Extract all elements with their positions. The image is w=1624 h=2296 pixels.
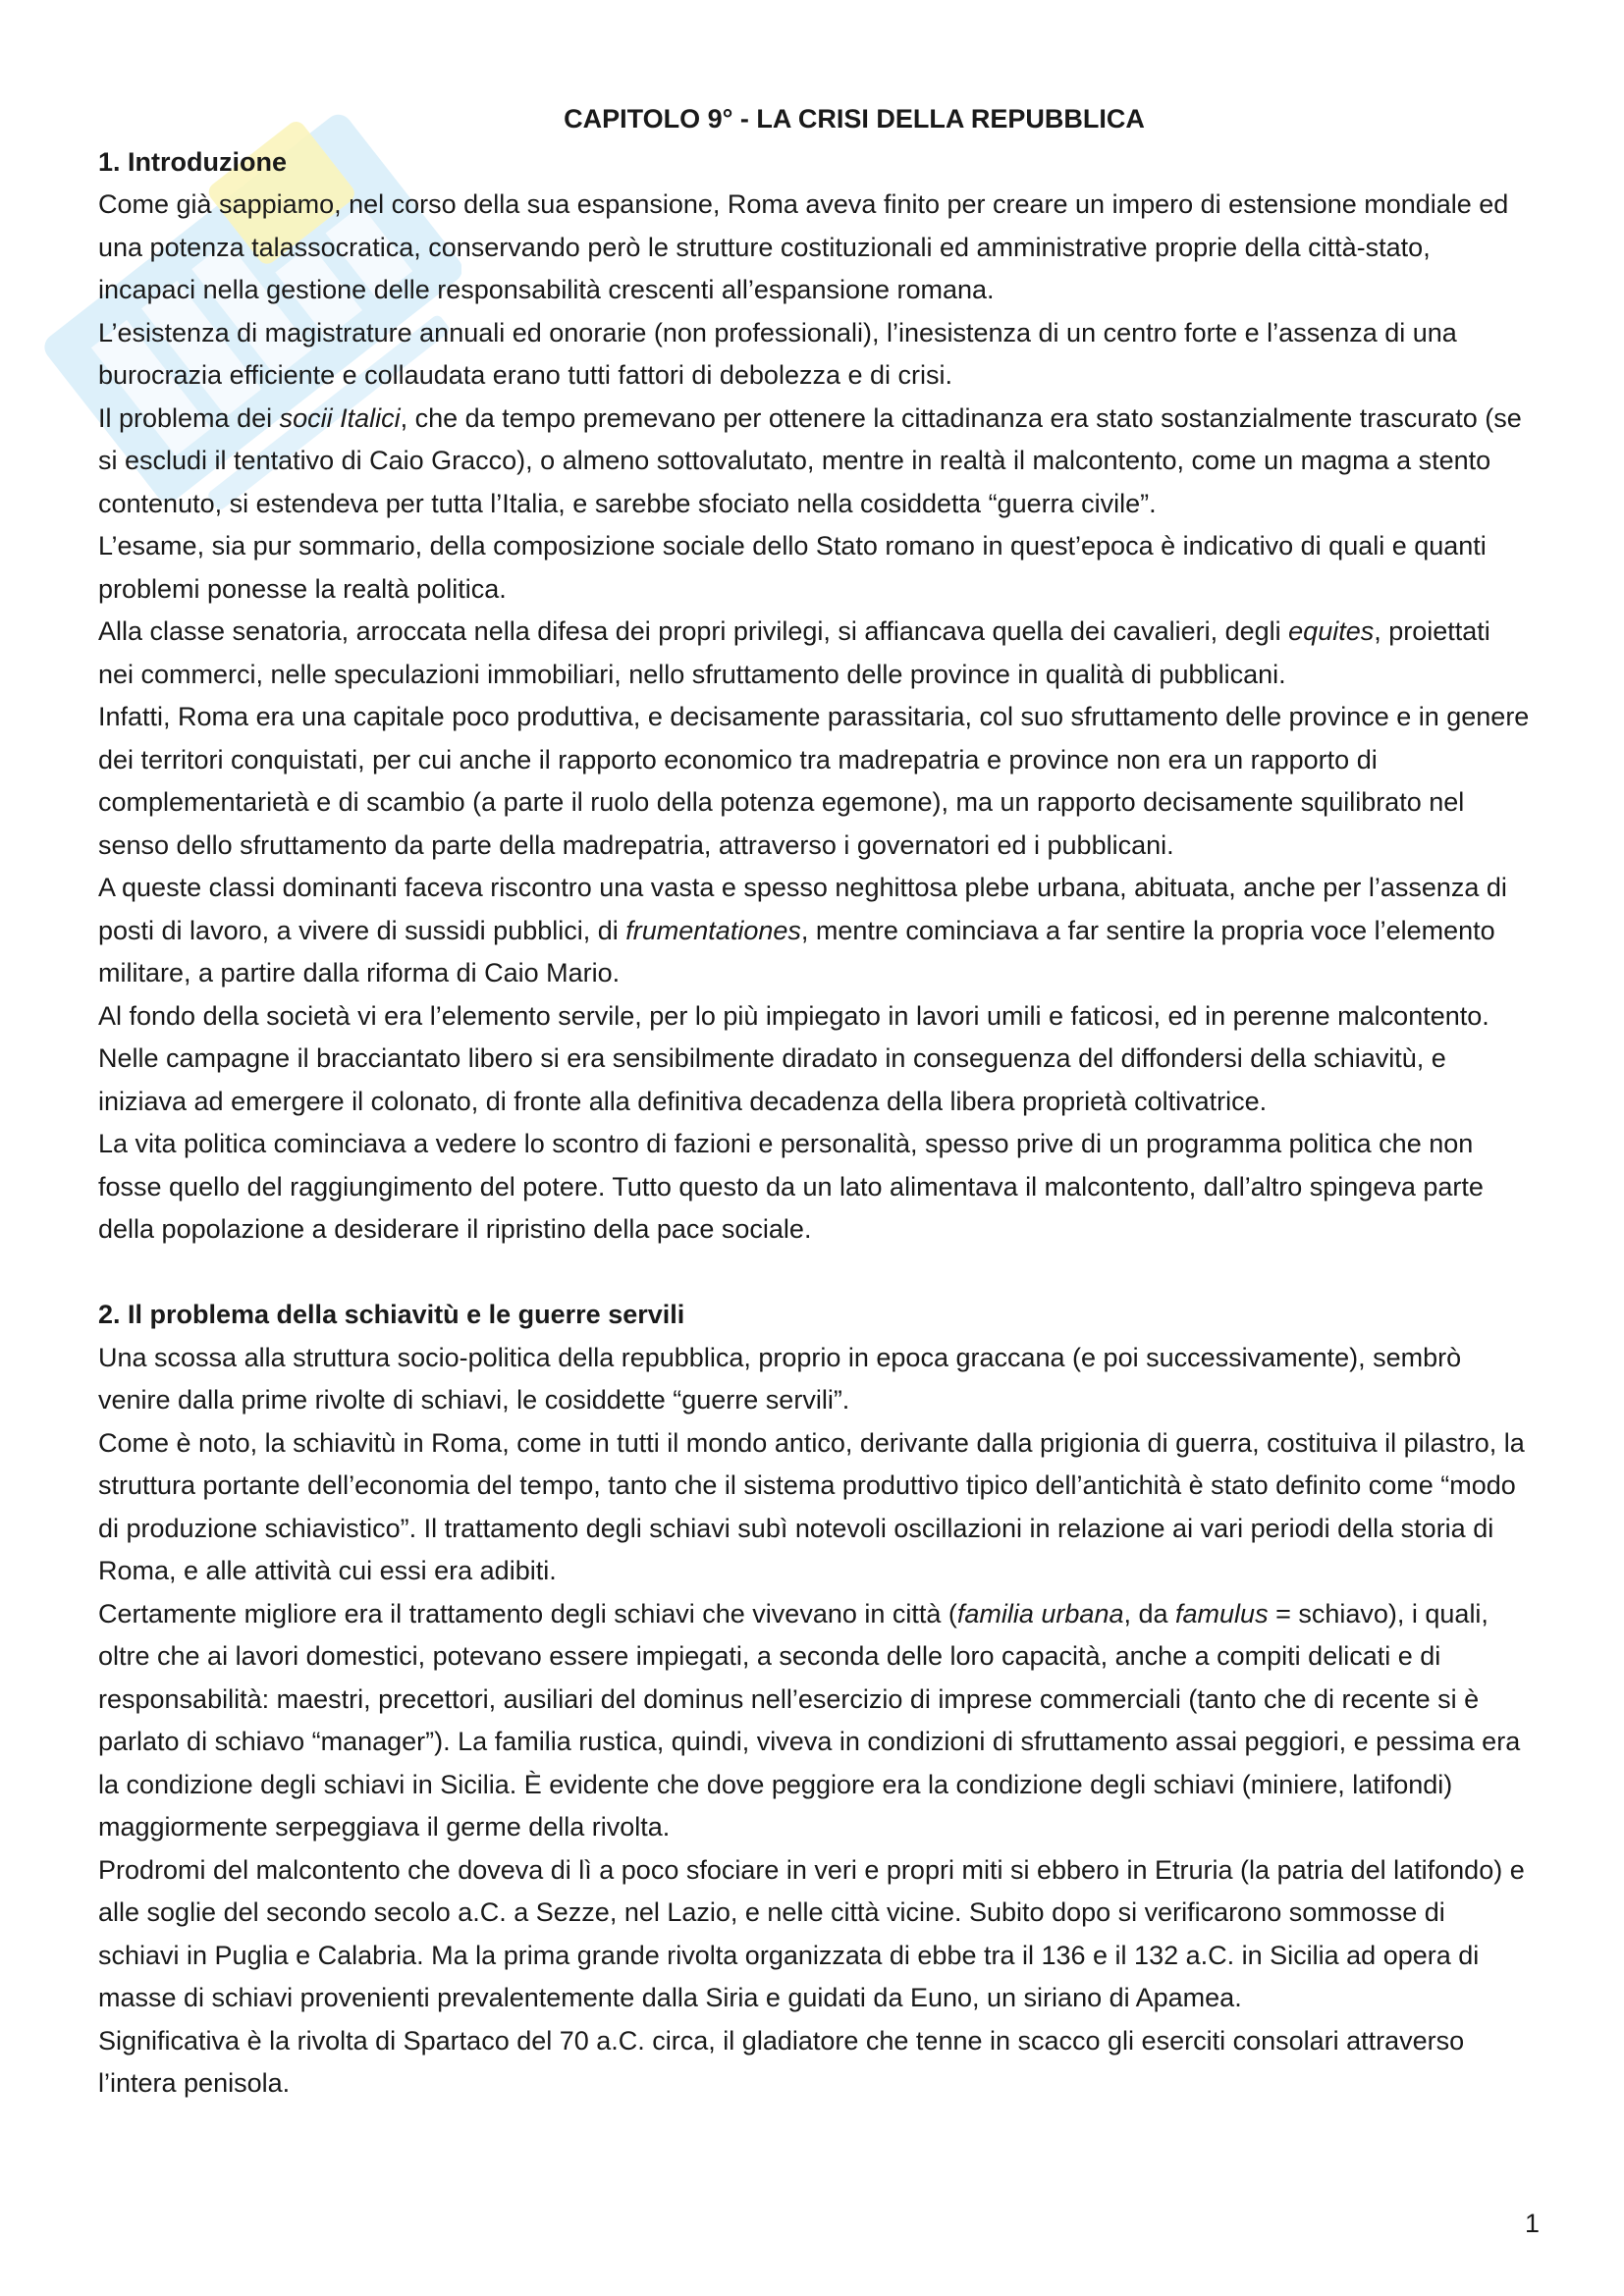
italic-term: familia urbana [956,1598,1124,1629]
paragraph: Al fondo della società vi era l’elemento servile, per lo più impiegato in lavori umili e faticosi, ed in perenne malcontento. Nelle campagne il bracciantato libero si era sensibilmente diradato in conseguenza del diffondersi della schiavitù, e iniziava ad emergere il colonato, di fronte alla definitiva decadenza della libera proprietà coltivatrice. [98,1000,1489,1116]
paragraph [98,611,1532,696]
paragraph: Infatti, Roma era una capitale poco produttiva, e decisamente parassitaria, col suo sfruttamento delle province e in genere dei territori conquistati, per cui anche il rapporto economico tra madrepatria e province non era un rapporto di complementarietà e di scambio (a parte il ruolo della potenza egemone), ma un rapporto decisamente squilibrato nel senso dello sfruttamento da parte della madrepatria, attraverso i governatori ed i pubblicani. [98,702,1530,860]
page-number: 1 [1524,2209,1540,2238]
paragraph-text: , da [1123,1598,1176,1629]
paragraph [98,1593,1532,1849]
paragraph [98,398,1532,526]
italic-term: socii Italici [279,402,401,433]
italic-term: frumentationes [625,915,801,945]
paragraph-text: A queste classi dominanti faceva riscontro una vasta e spesso neghittosa plebe urbana, abituata, anche per l’assenza di posti di lavoro, a vivere di sussidi pubblici, di [98,873,1507,945]
paragraph: L’esistenza di magistrature annuali ed onorarie (non professionali), l’inesistenza di un centro forte e l’assenza di una burocrazia efficiente e collaudata erano tutti fattori di debolezza e di crisi. [98,317,1457,390]
section-spacer [98,1252,1532,1295]
section-heading-guerre-servili: 2. Il problema della schiavitù e le guerre servili [98,1300,685,1329]
paragraph: Significativa è la rivolta di Spartaco del 70 a.C. circa, il gladiatore che tenne in scacco gli eserciti consolari attraverso l’intera penisola. [98,2025,1465,2098]
paragraph: Come è noto, la schiavitù in Roma, come in tutti il mondo antico, derivante dalla prigionia di guerra, costituiva il pilastro, la struttura portante dell’economia del tempo, tanto che il sistema produttivo tipico dell’antichità è stato definito come “modo di produzione schiavistico”. Il trattamento degli schiavi subì notevoli oscillazioni in relazione ai vari periodi della storia di Roma, e alle attività cui essi era adibiti. [98,1427,1525,1585]
paragraph: Come già sappiamo, nel corso della sua espansione, Roma aveva finito per creare un impero di estensione mondiale ed una potenza talassocratica, conservando però le strutture costituzionali ed amministrative proprie della città-stato, incapaci nella gestione delle responsabilità crescenti all’espansione romana. [98,189,1509,304]
section-heading-introduzione: 1. Introduzione [98,146,287,177]
paragraph-text: = schiavo), i quali, oltre che ai lavori domestici, potevano essere impiegati, a seconda delle loro capacità, anche a compiti delicati e di responsabilità: maestri, precettori, ausiliari del dominus nell’esercizio di imprese commerciali (tanto che di recente si è parlato di schiavo “manager”). La familia rustica, quindi, viveva in condizioni di sfruttamento assai peggiori, e pessima era la condizione degli schiavi in Sicilia. È evidente che dove peggiore era la condizione degli schiavi (miniere, latifondi) maggiormente serpeggiava il germe della rivolta. [98,1598,1521,1842]
paragraph [98,867,1532,995]
paragraph-text: Certamente migliore era il trattamento degli schiavi che vivevano in città ( [98,1598,957,1629]
italic-term: equites [1288,616,1375,646]
paragraph: Prodromi del malcontento che doveva di lì a poco sfociare in veri e propri miti si ebbero in Etruria (la patria del latifondo) e alle soglie del secondo secolo a.C. a Sezze, nel Lazio, e nelle città vicine. Subito dopo si verificarono sommosse di schiavi in Puglia e Calabria. Ma la prima grande rivolta organizzata di ebbe tra il 136 e il 132 a.C. in Sicilia ad opera di masse di schiavi provenienti prevalentemente dalla Siria e guidati da Euno, un siriano di Apamea. [98,1854,1525,2012]
paragraph-text: , mentre cominciava a far sentire la propria voce l’elemento militare, a partire dalla riforma di Caio Mario. [98,915,1495,988]
paragraph-text: , che da tempo premevano per ottenere la cittadinanza era stato sostanzialmente trascurato (se si escludi il tentativo di Caio Gracco), o almeno sottovalutato, mentre in realtà il malcontento, come un magma a stento contenuto, si estendeva per tutta l’Italia, e sarebbe sfociato nella cosiddetta “guerra civile”. [98,402,1522,518]
italic-term: famulus [1175,1598,1269,1629]
paragraph-text: , proiettati nei commerci, nelle speculazioni immobiliari, nello sfruttamento delle province in qualità di pubblicani. [98,616,1490,689]
paragraph-text: Il problema dei [98,402,280,433]
document-body [98,98,1532,2106]
paragraph: La vita politica cominciava a vedere lo scontro di fazioni e personalità, spesso prive di un programma politica che non fosse quello del raggiungimento del potere. Tutto questo da un lato alimentava il malcontento, dall’altro spingeva parte della popolazione a desiderare il ripristino della pace sociale. [98,1129,1484,1244]
chapter-title: CAPITOLO 9° - LA CRISI DELLA REPUBBLICA [564,104,1145,133]
paragraph: L’esame, sia pur sommario, della composizione sociale dello Stato romano in quest’epoca è indicativo di quali e quanti problemi ponesse la realtà politica. [98,531,1487,604]
paragraph: Una scossa alla struttura socio-politica della repubblica, proprio in epoca graccana (e poi successivamente), sembrò venire dalla prime rivolte di schiavi, le cosiddette “guerre servili”. [98,1342,1462,1415]
paragraph-text: Alla classe senatoria, arroccata nella difesa dei propri privilegi, si affiancava quella dei cavalieri, degli [98,616,1289,646]
